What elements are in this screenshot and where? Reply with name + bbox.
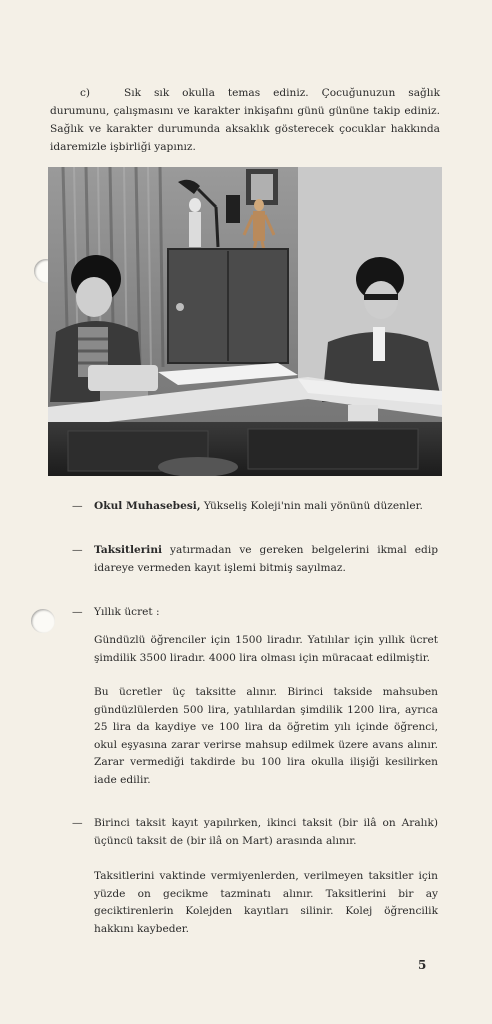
item-text: Birinci taksit kayıt yapılırken, ikinci taksit (bir ilâ on Aralık) üçüncü taksit de (bir ilâ on Mart) arasında alınır. [94, 817, 438, 847]
list-dash: — [72, 817, 83, 829]
list-item [72, 815, 438, 850]
list-dash: — [72, 544, 83, 556]
list-item-paragraph [72, 868, 438, 938]
list-item [72, 604, 438, 622]
list-dash: — [72, 606, 83, 618]
page-number: 5 [418, 958, 427, 972]
item-text: yatırmadan ve gereken belgelerini ikmal edip idareye vermeden kayıt işlemi bitmiş sayılmaz. [94, 544, 438, 574]
list-dash: — [72, 500, 83, 512]
list-item-paragraph [72, 632, 438, 667]
item-paragraph: Taksitlerini vaktinde vermiyenlerden, verilmeyen taksitler için yüzde on gecikme tazminatı alınır. Taksitlerini bir ay geciktirenlerin Kolejden kayıtları silinir. Kolej öğrencilik hakkını kaybeder. [94, 870, 438, 935]
item-bold-lead: Taksitlerini [94, 544, 163, 556]
list-item [72, 498, 438, 516]
list-item [72, 542, 438, 577]
intro-label: c) [80, 87, 91, 99]
list-item-paragraph [72, 684, 438, 789]
item-bold-lead: Okul Muhasebesi, [94, 500, 201, 512]
intro-paragraph [50, 84, 440, 156]
binder-hole [31, 609, 55, 633]
intro-text: Sık sık okulla temas ediniz. Çocuğunuzun sağlık durumunu, çalışmasını ve karakter inkişafını günü gününe takip ediniz. Sağlık ve karakter durumunda aksaklık gösterecek çocuklar hakkında idaremizle işbirliği yapınız. [50, 87, 440, 153]
item-text: Yükseliş Koleji'nin mali yönünü düzenler. [200, 500, 423, 512]
office-photo [48, 167, 442, 476]
item-paragraph: Bu ücretler üç taksitte alınır. Birinci takside mahsuben gündüzlülerden 500 lira, yatılılardan şimdilik 1200 lira, ayrıca 25 lira da kaydiye ve 100 lira da öğretim yılı içinde öğrenci, okul eşyasına zarar verirse mahsup edilmek üzere avans alınır. Zarar vermediği takdirde bu 100 lira okulla ilişiği kesilirken iade edilir. [94, 686, 438, 786]
item-heading: Yıllık ücret : [94, 606, 160, 618]
item-paragraph: Gündüzlü öğrenciler için 1500 liradır. Yatılılar için yıllık ücret şimdilik 3500 liradır. 4000 lira olması için müracaat edilmiştir. [94, 634, 438, 664]
office-photo-illustration [48, 167, 442, 476]
